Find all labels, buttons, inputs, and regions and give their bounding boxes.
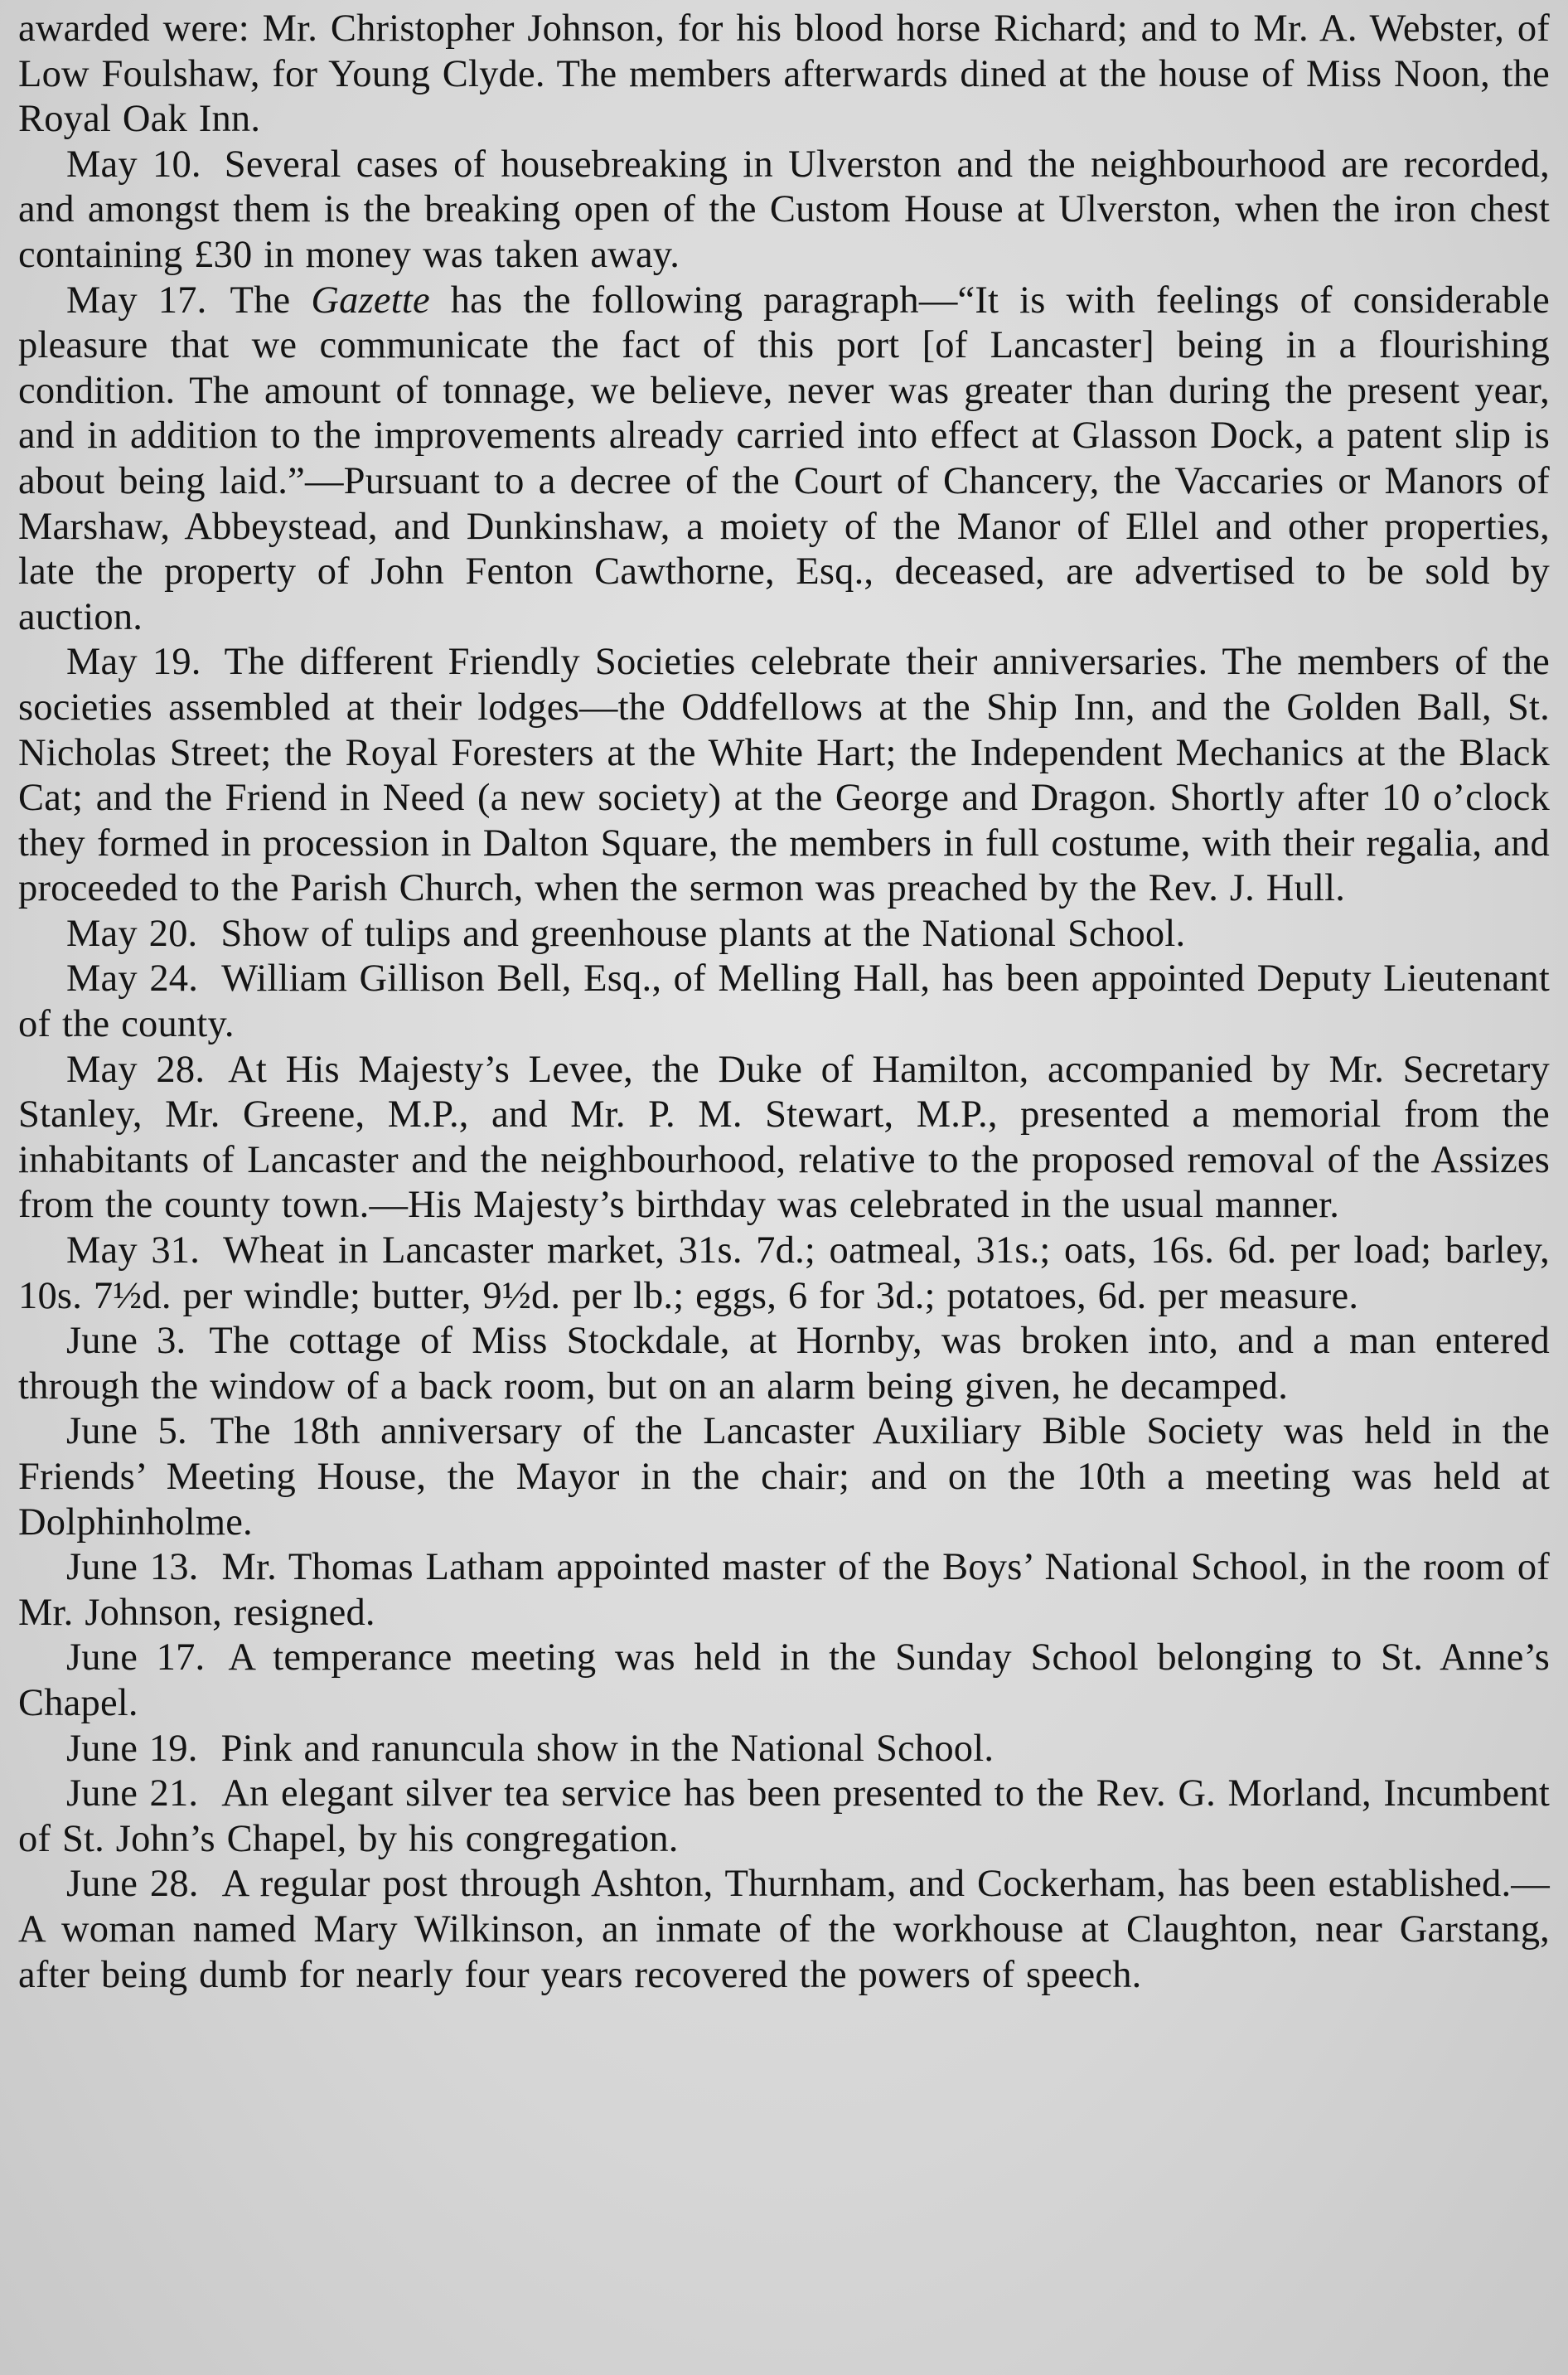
entry-text: An elegant silver tea service has been presented to the Rev. G. Morland, Incumbent of St. John’s Chapel, by his congregation.: [18, 1772, 1550, 1860]
entry-text: A temperance meeting was held in the Sunday School belonging to St. Anne’s Chapel.: [18, 1636, 1551, 1724]
paragraph-text: awarded were: Mr. Christopher Johnson, for his blood horse Richard; and to Mr. A. Webster, of Low Foulshaw, for Young Clyde. The members afterwards dined at the house of Miss Noon, the Royal Oak Inn.: [18, 7, 1550, 141]
entry-text: The 18th anniversary of the Lancaster Auxiliary Bible Society was held in the Friends’ Meeting House, the Mayor in the chair; and on the 10th a meeting was held at Dolphinholme.: [18, 1410, 1551, 1544]
entry-date: June 5.: [66, 1410, 187, 1453]
entry-text: Show of tulips and greenhouse plants at the National School.: [220, 912, 1186, 955]
entry-date: May 20.: [66, 912, 198, 955]
entry-text: Mr. Thomas Latham appointed master of the Boys’ National School, in the room of Mr. Johnson, resigned.: [18, 1546, 1550, 1634]
entry-text: Pink and ranuncula show in the National School.: [220, 1727, 995, 1770]
entry-text: Several cases of housebreaking in Ulverston and the neighbourhood are recorded, and amongst them is the breaking open of the Custom House at Ulverston, when the iron chest containing £30 in money was taken away.: [18, 143, 1550, 276]
entry-text: Wheat in Lancaster market, 31s. 7d.; oatmeal, 31s.; oats, 16s. 6d. per load; barley, 10s. 7½d. per windle; butter, 9½d. per lb.; eggs, 6 for 3d.; potatoes, 6d. per measure.: [18, 1229, 1550, 1317]
entry-text: The different Friendly Societies celebrate their anniversaries. The members of the societies assembled at their lodges—the Oddfellows at the Ship Inn, and the Golden Ball, St. Nicholas Street; the Royal Foresters at the White Hart; the Independent Mechanics at the Black Cat; and the Friend in Need (a new society) at the George and Dragon. Shortly after 10 o’clock they formed in procession in Dalton Square, the members in full costume, with their regalia, and proceeded to the Parish Church, when the sermon was preached by the Rev. J. Hull.: [18, 641, 1550, 910]
entry-june-28: [18, 1862, 1550, 1998]
entry-text: At His Majesty’s Levee, the Duke of Hamilton, accompanied by Mr. Secretary Stanley, Mr. Greene, M.P., and Mr. P. M. Stewart, M.P., presented a memorial from the inhabitants of Lancaster and the neighbourhood, relative to the proposed removal of the Assizes from the county town.—His Majesty’s birthday was celebrated in the usual manner.: [18, 1048, 1550, 1227]
entry-text: has the following paragraph—“It is with feelings of considerable pleasure that we communicate the fact of this port [of Lancaster] being in a flourishing condition. The amount of tonnage, we believe, never was greater than during the present year, and in addition to the improvements already carried into effect at Glasson Dock, a patent slip is about being laid.”—Pursuant to a decree of the Court of Chancery, the Vaccaries or Manors of Marshaw, Abbeystead, and Dunkinshaw, a moiety of the Manor of Ellel and other properties, late the property of John Fenton Cawthorne, Esq., deceased, are advertised to be sold by auction.: [18, 279, 1551, 638]
entry-date: June 13.: [66, 1546, 199, 1589]
entry-may-17: [18, 279, 1550, 641]
paragraph-continuation: [18, 7, 1550, 143]
entry-june-13: [18, 1545, 1550, 1636]
entry-date: May 31.: [66, 1229, 201, 1272]
entry-date: June 28.: [66, 1863, 199, 1906]
entry-june-5: [18, 1409, 1550, 1545]
entry-date: May 28.: [66, 1048, 206, 1091]
entry-date: May 24.: [66, 957, 199, 1001]
entry-date: June 17.: [66, 1636, 206, 1679]
entry-date: May 19.: [66, 641, 201, 684]
entry-june-19: [18, 1727, 1550, 1772]
entry-date: June 3.: [66, 1320, 186, 1363]
entry-may-31: [18, 1229, 1550, 1319]
entry-date: May 17.: [66, 279, 207, 322]
entry-june-3: [18, 1319, 1550, 1409]
entry-text: William Gillison Bell, Esq., of Melling Hall, has been appointed Deputy Lieutenant of the county.: [18, 957, 1551, 1046]
entry-june-17: [18, 1636, 1550, 1726]
entry-date: May 10.: [66, 143, 201, 186]
entry-date: June 19.: [66, 1727, 198, 1770]
entry-text-pre: The: [230, 279, 291, 322]
entry-may-24: [18, 957, 1550, 1047]
entry-may-19: [18, 640, 1550, 912]
entry-text: A regular post through Ashton, Thurnham, and Cockerham, has been established.—A woman named Mary Wilkinson, an inmate of the workhouse at Claughton, near Garstang, after being dumb for nearly four years recovered the powers of speech.: [18, 1863, 1550, 1996]
entry-date: June 21.: [66, 1772, 199, 1815]
entry-june-21: [18, 1772, 1550, 1862]
entry-may-10: [18, 143, 1550, 279]
entry-may-28: [18, 1048, 1550, 1229]
entry-text: The cottage of Miss Stockdale, at Hornby, was broken into, and a man entered through the window of a back room, but on an alarm being given, he decamped.: [18, 1320, 1550, 1408]
newspaper-title: Gazette: [311, 279, 430, 322]
entry-may-20: [18, 912, 1550, 957]
